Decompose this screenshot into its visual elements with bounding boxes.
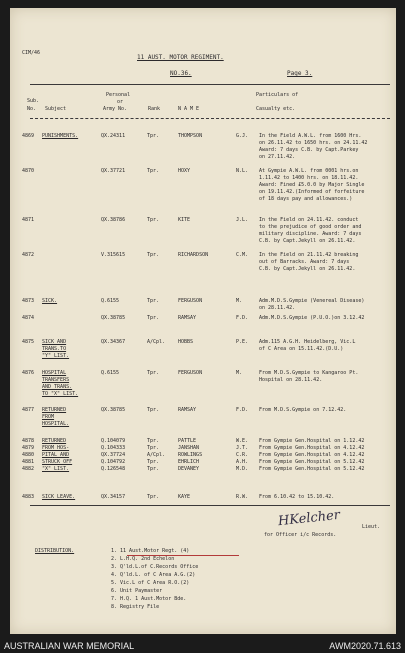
entry-particulars-line: Hospital on 28.11.42. <box>259 377 323 383</box>
entry-sub-number: 4879 <box>22 445 35 451</box>
page-number: Page 3. <box>287 70 313 77</box>
entry-army-number: QX.37721 <box>101 168 126 174</box>
entry-particulars-line: In the Field on 24.11.42. conduct <box>259 217 359 223</box>
entry-sub-number: 4882 <box>22 466 35 472</box>
entry-initials: F.D. <box>236 315 249 321</box>
entry-subject: PUNISHMENTS. <box>42 133 79 139</box>
entry-sub-number: 4883 <box>22 494 35 500</box>
entry-name: KITE <box>178 217 191 223</box>
entry-particulars-line: From Gympie Gen.Hospital on 5.12.42 <box>259 459 365 465</box>
entry-particulars-line: military discipline. Award: 7 days <box>259 231 362 237</box>
entry-rank: Tpr. <box>147 252 160 258</box>
header-subject: Subject <box>45 106 67 112</box>
entry-subject: RETURNED <box>42 438 67 444</box>
entry-particulars-line: on 27.11.42. <box>259 154 296 160</box>
header-casualty: Casualty etc. <box>256 106 296 112</box>
entry-initials: F.D. <box>236 407 249 413</box>
header-name: N A M E <box>178 106 200 112</box>
entry-particulars-line: on 28.11.42. <box>259 305 296 311</box>
entry-subject: AND TRANS. <box>42 384 73 390</box>
entry-name: PATTLE <box>178 438 197 444</box>
entry-initials: P.E. <box>236 339 249 345</box>
entry-subject: FROM <box>42 414 55 420</box>
entry-name: ROWLINGS <box>178 452 203 458</box>
entry-sub-number: 4869 <box>22 133 35 139</box>
header-sub: Sub. <box>27 98 40 104</box>
distribution-item: 6. Unit Paymaster <box>111 588 163 594</box>
entry-particulars-line: From M.D.S.Gympie to Kangaroo Pt. <box>259 370 359 376</box>
entry-initials: C.M. <box>236 252 249 258</box>
unit-title: 11 AUST. MOTOR REGIMENT. <box>137 54 224 61</box>
entry-initials: G.J. <box>236 133 249 139</box>
entry-army-number: Q.6155 <box>101 298 120 304</box>
distribution-item: 7. H.Q. 1 Aust.Motor Bde. <box>111 596 187 602</box>
distribution-item: 1. 11 Aust.Motor Regt. (4) <box>111 548 190 554</box>
entry-initials: N.L. <box>236 168 249 174</box>
entry-initials: M. <box>236 298 243 304</box>
entry-particulars-line: From Gympie Gen.Hospital on 1.12.42 <box>259 438 365 444</box>
entry-subject: PITAL AND <box>42 452 70 458</box>
entry-army-number: QX.37724 <box>101 452 126 458</box>
document-page <box>10 8 396 634</box>
entry-rank: A/Cpl. <box>147 452 166 458</box>
entry-initials: M.D. <box>236 466 249 472</box>
entry-sub-number: 4875 <box>22 339 35 345</box>
entry-particulars-line: Adm.M.D.S.Gympie (Venereal Disease) <box>259 298 365 304</box>
distribution-item: 2. L.H.Q. 2nd Echelon <box>111 556 175 562</box>
entry-name: RICHARDSON <box>178 252 209 258</box>
header-rule-bottom <box>30 118 390 119</box>
entry-name: RAMSAY <box>178 315 197 321</box>
entry-subject: RETURNED <box>42 407 67 413</box>
distribution-item: 8. Registry File <box>111 604 160 610</box>
entry-subject: SICK. <box>42 298 58 304</box>
entry-subject: HOSPITAL <box>42 370 67 376</box>
header-personal: Personal <box>106 92 131 98</box>
distribution-label: DISTRIBUTION. <box>35 548 75 554</box>
entry-rank: Tpr. <box>147 445 160 451</box>
pen-underline <box>127 555 239 556</box>
entry-rank: Tpr. <box>147 133 160 139</box>
distribution-item: 3. Q'ld.L.of C.Records Office <box>111 564 199 570</box>
signature: HKelcher <box>277 507 341 530</box>
entry-particulars-line: From Gympie Gen.Hospital on 5.12.42 <box>259 466 365 472</box>
entry-particulars-line: of 18 days pay and allowances.) <box>259 196 353 202</box>
entry-rank: Tpr. <box>147 459 160 465</box>
header-no: No. <box>27 106 37 112</box>
entry-subject: SICK AND <box>42 339 67 345</box>
entry-name: HOXY <box>178 168 191 174</box>
entry-rank: Tpr. <box>147 217 160 223</box>
order-number: NO.36. <box>170 70 192 77</box>
entry-name: FERGUSON <box>178 370 203 376</box>
entry-army-number: QX.34157 <box>101 494 126 500</box>
entry-subject: SICK LEAVE. <box>42 494 76 500</box>
entry-rank: A/Cpl. <box>147 339 166 345</box>
entry-particulars-line: From M.D.S.Gympie on 7.12.42. <box>259 407 347 413</box>
entry-initials: J.T. <box>236 445 249 451</box>
entry-particulars-line: on 19.11.42.(Informed of forfeiture <box>259 189 365 195</box>
header-army-no: Army No. <box>103 106 128 112</box>
entry-initials: R.W. <box>236 494 249 500</box>
entry-particulars-line: out of Barracks. Award: 7 days <box>259 259 350 265</box>
entry-sub-number: 4872 <box>22 252 35 258</box>
entry-subject: "Y" LIST. <box>42 353 70 359</box>
entry-particulars-line: From Gympie Gen.Hospital on 4.12.42 <box>259 445 365 451</box>
entry-subject: FROM HOS- <box>42 445 70 451</box>
entry-rank: Tpr. <box>147 407 160 413</box>
entry-army-number: Q.104333 <box>101 445 126 451</box>
entry-army-number: Q.6155 <box>101 370 120 376</box>
entry-particulars-line: At Gympie A.W.L. from 0001 hrs.on <box>259 168 359 174</box>
entry-rank: Tpr. <box>147 370 160 376</box>
entry-sub-number: 4870 <box>22 168 35 174</box>
entry-particulars-line: In the Field on 21.11.42 breaking <box>259 252 359 258</box>
entry-rank: Tpr. <box>147 298 160 304</box>
entry-sub-number: 4881 <box>22 459 35 465</box>
entry-name: KAYE <box>178 494 191 500</box>
entry-subject: TRANS.TO <box>42 346 67 352</box>
entry-initials: W.E. <box>236 438 249 444</box>
entry-name: HOBBS <box>178 339 194 345</box>
entry-particulars-line: Award: 7 days C.B. by Capt.Parkey <box>259 147 359 153</box>
entry-particulars-line: From 6.10.42 to 15.10.42. <box>259 494 335 500</box>
entry-particulars-line: C.B. by Capt.Jekyll on 26.11.42. <box>259 266 356 272</box>
entry-army-number: Q.104079 <box>101 438 126 444</box>
distribution-item: 5. Vic.L of C Area R.O.(2) <box>111 580 190 586</box>
entry-initials: J.L. <box>236 217 249 223</box>
entry-army-number: QX.38785 <box>101 315 126 321</box>
entries-end-rule <box>30 505 390 506</box>
entry-rank: Tpr. <box>147 438 160 444</box>
entry-sub-number: 4878 <box>22 438 35 444</box>
archive-name: AUSTRALIAN WAR MEMORIAL <box>4 641 135 651</box>
entry-subject: "X" LIST. <box>42 466 70 472</box>
entry-subject: STRUCK OFF <box>42 459 73 465</box>
entry-army-number: QX.34367 <box>101 339 126 345</box>
header-rule-top <box>30 84 390 85</box>
entry-initials: C.R. <box>236 452 249 458</box>
entry-army-number: Q.126548 <box>101 466 126 472</box>
archive-accession: AWM2020.71.613 <box>329 641 401 651</box>
entry-particulars-line: to the prejudice of good order and <box>259 224 362 230</box>
entry-subject: TO "X" LIST. <box>42 391 79 397</box>
entry-army-number: QX.24311 <box>101 133 126 139</box>
entry-subject: HOSPITAL. <box>42 421 70 427</box>
entry-initials: M. <box>236 370 243 376</box>
entry-army-number: V.315615 <box>101 252 126 258</box>
entry-army-number: QX.38786 <box>101 217 126 223</box>
entry-sub-number: 4880 <box>22 452 35 458</box>
header-rank: Rank <box>148 106 161 112</box>
entry-sub-number: 4876 <box>22 370 35 376</box>
entry-initials: A.H. <box>236 459 249 465</box>
archive-footer <box>0 638 405 653</box>
entry-rank: Tpr. <box>147 466 160 472</box>
entry-particulars-line: In the Field A.W.L. from 1600 Hrs. <box>259 133 362 139</box>
header-or: or <box>117 99 124 105</box>
entry-sub-number: 4873 <box>22 298 35 304</box>
entry-name: JANSHAN <box>178 445 200 451</box>
entry-name: THOMPSON <box>178 133 203 139</box>
entry-rank: Tpr. <box>147 315 160 321</box>
entry-particulars-line: Award: Fined £5.0.0 by Major Single <box>259 182 365 188</box>
entry-particulars-line: C.B. by Capt.Jekyll on 26.11.42. <box>259 238 356 244</box>
entry-sub-number: 4877 <box>22 407 35 413</box>
entry-sub-number: 4874 <box>22 315 35 321</box>
entry-name: FERGUSON <box>178 298 203 304</box>
entry-army-number: QX.38785 <box>101 407 126 413</box>
signatory-line: for Officer i/c Records. <box>264 532 337 538</box>
entry-particulars-line: 1.11.42 to 1400 hrs. on 18.11.42. <box>259 175 359 181</box>
entry-name: EHRLICH <box>178 459 200 465</box>
entry-rank: Tpr. <box>147 494 160 500</box>
entry-particulars-line: on 26.11.42 to 1650 hrs. on 24.11.42 <box>259 140 368 146</box>
entry-particulars-line: Adm.115 A.G.H. Heidelberg, Vic.L <box>259 339 356 345</box>
entry-army-number: Q.104792 <box>101 459 126 465</box>
entry-name: RAMSAY <box>178 407 197 413</box>
document-reference: CIM/46 <box>22 50 41 56</box>
entry-particulars-line: Adm.M.D.S.Gympie (P.U.O.)on 3.12.42 <box>259 315 365 321</box>
header-particulars: Particulars of <box>256 92 299 98</box>
entry-name: DEVANEY <box>178 466 200 472</box>
entry-rank: Tpr. <box>147 168 160 174</box>
entry-sub-number: 4871 <box>22 217 35 223</box>
distribution-item: 4. Q'ld.L. of C Area A.G.(2) <box>111 572 196 578</box>
entry-subject: TRANSFERS <box>42 377 70 383</box>
entry-particulars-line: of C Area on 15.11.42.(D.U.) <box>259 346 344 352</box>
signatory-rank: Lieut. <box>362 524 381 530</box>
entry-particulars-line: From Gympie Gen.Hospital on 4.12.42 <box>259 452 365 458</box>
